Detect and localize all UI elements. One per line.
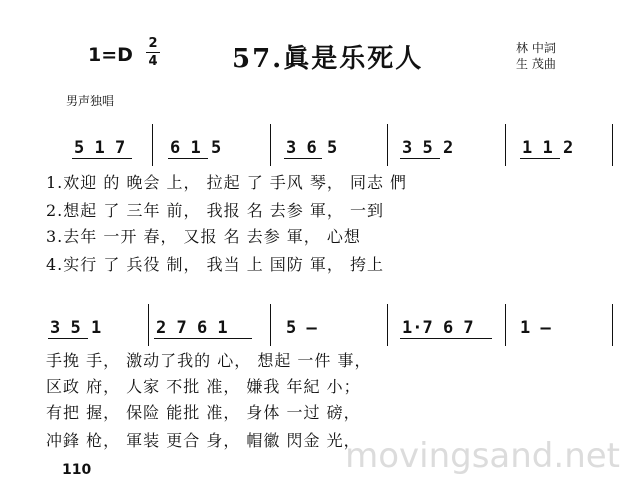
- barline: [612, 124, 613, 166]
- measure-5-notes: 1 1 2: [522, 138, 574, 158]
- barline: [387, 124, 388, 166]
- verse-3-line-2: 有把 握， 保险 能批 准， 身体 一过 磅，: [46, 403, 361, 422]
- beam: [284, 158, 322, 159]
- verse-2-line-1: 2.想起 了 三年 前， 我报 名 去参 軍， 一到: [46, 201, 384, 220]
- verse-4-line-2: 冲鋒 枪， 軍装 更合 身， 帽徽 閃金 光，: [46, 431, 361, 450]
- watermark: movingsand.net: [345, 436, 620, 476]
- beam: [400, 158, 440, 159]
- verse-3-line-1: 3.去年 一开 春， 又报 名 去参 軍， 心想: [46, 227, 361, 246]
- time-signature-top: 2: [148, 36, 158, 51]
- beam: [72, 158, 132, 159]
- beam: [400, 338, 492, 339]
- measure-3-notes: 3 6 5: [286, 138, 338, 158]
- barline: [152, 124, 153, 166]
- beam: [168, 158, 208, 159]
- key-signature: 1=D: [88, 44, 133, 66]
- time-signature-bottom: 4: [148, 54, 158, 69]
- credits: [516, 40, 556, 72]
- beam: [154, 338, 252, 339]
- measure-8-notes: 5 –: [286, 318, 317, 338]
- lyricist-credit: 林 中詞: [516, 41, 556, 55]
- barline: [148, 304, 149, 346]
- measure-10-notes: 1 –: [520, 318, 551, 338]
- song-title: 57.眞是乐死人: [232, 44, 424, 74]
- measure-4-notes: 3 5 2: [402, 138, 454, 158]
- barline: [505, 124, 506, 166]
- beam: [48, 338, 88, 339]
- verse-1-line-2: 手挽 手， 激动了我的 心， 想起 一件 事，: [46, 351, 372, 370]
- barline: [612, 304, 613, 346]
- measure-6-notes: 3 5 1: [50, 318, 102, 338]
- verse-2-line-2: 区政 府， 人家 不批 准， 嫌我 年紀 小；: [46, 377, 361, 396]
- time-signature-divider: [146, 52, 160, 53]
- barline: [505, 304, 506, 346]
- verse-1-line-1: 1.欢迎 的 晚会 上， 拉起 了 手风 琴， 同志 們: [46, 173, 408, 192]
- performance-note: 男声独唱: [66, 94, 115, 108]
- barline: [270, 124, 271, 166]
- measure-2-notes: 6 1 5: [170, 138, 222, 158]
- beam: [520, 158, 560, 159]
- measure-9-notes: 1·7 6 7: [402, 318, 474, 338]
- measure-1-notes: 5 1 7: [74, 138, 126, 158]
- composer-credit: 生 茂曲: [516, 57, 556, 71]
- verse-4-line-1: 4.实行 了 兵役 制， 我当 上 国防 軍， 挎上: [46, 255, 384, 274]
- measure-7-notes: 2 7 6 1: [156, 318, 228, 338]
- page-number: 110: [62, 462, 92, 478]
- barline: [270, 304, 271, 346]
- time-signature: [146, 36, 160, 69]
- barline: [387, 304, 388, 346]
